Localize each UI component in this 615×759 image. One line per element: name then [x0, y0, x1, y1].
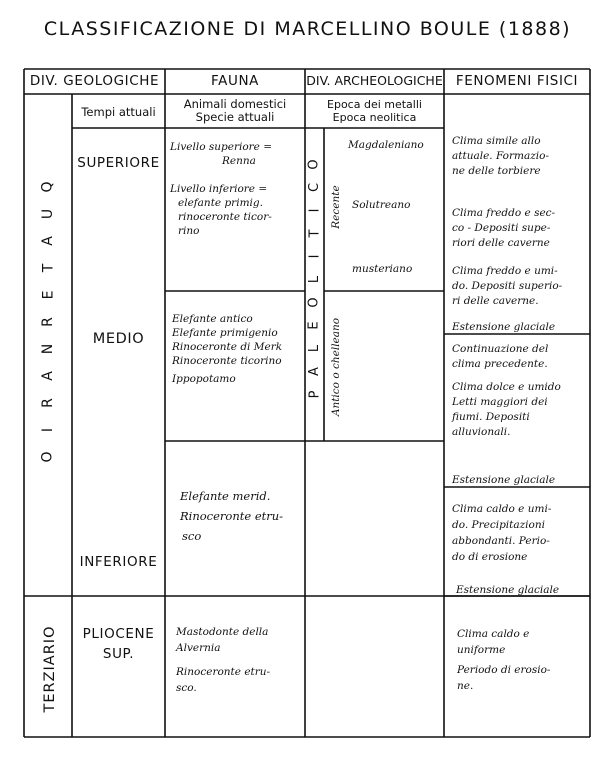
fenomeni-superiore-3: Clima freddo e umi- do. Depositi superio- ri delle caverne. [452, 265, 563, 307]
header-fauna: FAUNA [211, 73, 259, 89]
fauna-medio: Elefante antico Elefante primigenio Rinoceronte di Merk Rinoceronte ticorino Ippopotamo [172, 313, 283, 385]
tempi-attuali-label: Tempi attuali [81, 105, 156, 119]
era-terziario: TERZIARIO [42, 625, 58, 713]
period-pliocene: PLIOCENE [82, 626, 155, 642]
paleolitico-label: O C I T I L O E L A P [306, 159, 322, 399]
header-fenomeni-fisici: FENOMENI FISICI [455, 73, 579, 89]
fenomeni-pliocene: Clima caldo e uniforme Periodo di erosio- ne. [457, 628, 551, 692]
fenomeni-medio-2: Clima dolce e umido Letti maggiori dei fiumi. Depositi alluvionali. [452, 381, 561, 438]
recente-label: Recente [330, 185, 342, 229]
fauna-domestici: Animali domestici [183, 97, 287, 111]
solutreano-label: Solutreano [352, 199, 411, 211]
period-pliocene-sup: SUP. [102, 646, 135, 662]
era-quaternario: Q U A T E R N A R I O [39, 181, 56, 463]
fauna-inferiore: Elefante merid. Rinoceronte etru- sco [180, 489, 284, 543]
fenomeni-superiore-1: Clima simile allo attuale. Formazio- ne delle torbiere [452, 135, 549, 177]
magdaleniano-label: Magdaleniano [348, 139, 424, 151]
period-inferiore: INFERIORE [79, 554, 158, 570]
estensione-glaciale-2: Estensione glaciale [452, 474, 556, 486]
period-medio: MEDIO [92, 331, 145, 347]
fenomeni-superiore-2: Clima freddo e sec- co - Depositi supe- riori delle caverne [452, 207, 556, 249]
fauna-superiore: Livello superiore = Renna Livello inferiore = elefante primig. rinoceronte ticor- rino [170, 141, 273, 237]
epoca-metalli: Epoca dei metalli [327, 98, 422, 111]
estensione-glaciale-3: Estensione glaciale [456, 584, 560, 596]
epoca-neolitica: Epoca neolitica [332, 111, 417, 124]
header-div-archeologiche: DIV. ARCHEOLOGICHE [306, 73, 443, 88]
header-div-geologiche: DIV. GEOLOGICHE [29, 73, 160, 89]
fauna-specie-attuali: Specie attuali [195, 110, 275, 124]
antico-chelleano-label: Antico o chelleano [330, 317, 342, 417]
fenomeni-medio-1: Continuazione del clima precedente. [452, 343, 549, 370]
estensione-glaciale-1: Estensione glaciale [452, 321, 556, 333]
period-superiore: SUPERIORE [77, 155, 160, 171]
fauna-pliocene: Mastodonte della Alvernia Rinoceronte etru- sco. [176, 626, 271, 694]
page-title: CLASSIFICAZIONE DI MARCELLINO BOULE (1888) [43, 18, 572, 40]
musteriano-label: musteriano [352, 263, 413, 275]
fenomeni-inferiore: Clima caldo e umi- do. Precipitazioni abbondanti. Perio- do di erosione [452, 503, 552, 563]
